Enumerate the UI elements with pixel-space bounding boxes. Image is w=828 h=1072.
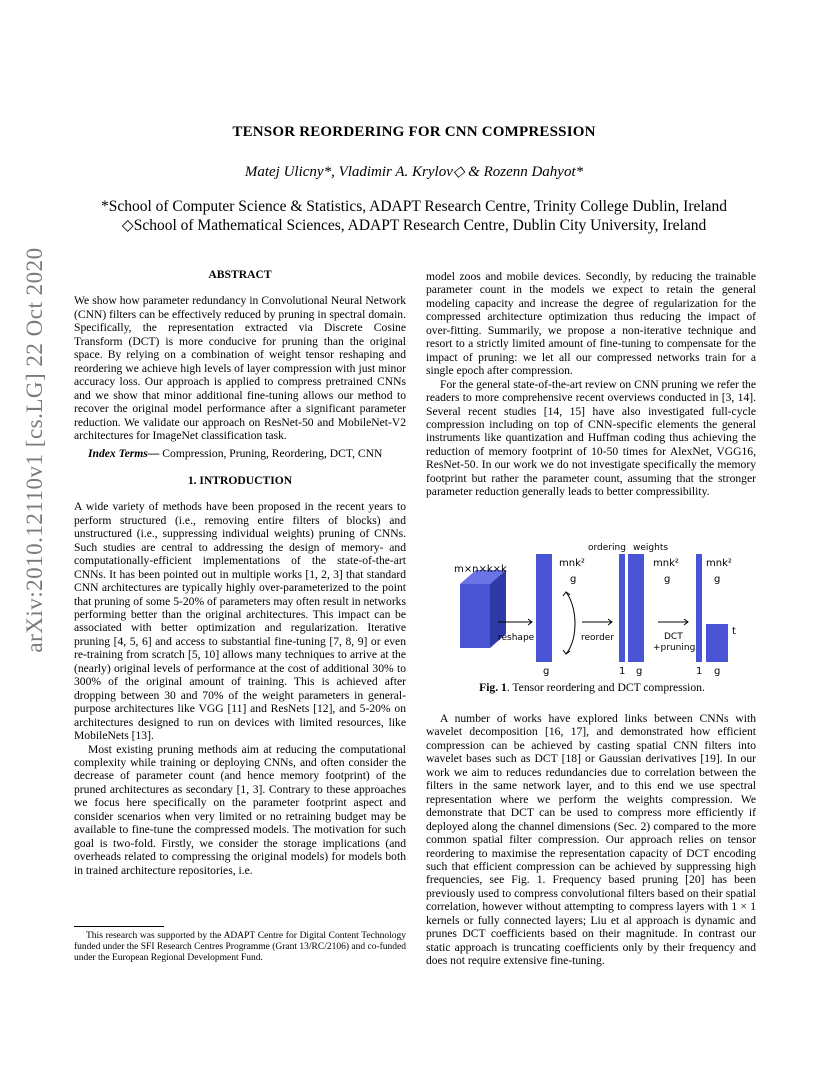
abstract-heading: ABSTRACT: [208, 268, 272, 281]
bar3-mnk2-label: mnk²: [706, 558, 732, 569]
bar1-mnk2-label: mnk²: [559, 558, 585, 569]
index-terms-label: Index Terms—: [88, 447, 160, 461]
pruning-label: +pruning: [653, 643, 696, 653]
introduction-heading: 1. INTRODUCTION: [187, 473, 293, 487]
intro-paragraph-2: Most existing pruning methods aim at reducing the computational complexity while training or deploying CNNs, and often consider the decrease of parameter count (and hence memory footprint) of the pruned architectures as secondary [1, 3]. Contrary to these approaches we focus here specifically on the parameter footprint aspect and consider scenarios when very limited or no retraining budget may be available to fine-tune the compressed models. The motivation for such goal is two-fold. Firstly, we consider the storage implications (and overheads related to compressing the original models) for models both in trained architecture repositories, i.e.: [74, 742, 406, 877]
intro-paragraph-4: A number of works have explored links between CNNs with wavelet decomposition [16, 17], and demonstrated how efficient compression can be achieved by casting spatial CNN filters into wavelet bases such as DCT [18] or Gaussian derivatives [19]. In our work we aim to reduces redundancies due to correlation between the filters in the same network layer, and to this end we use spectral representation where we perform the weights compression. We demonstrate that DCT can be used to compress more efficiently if deployed along the channel dimensions (Sec. 2) compared to the more common spatial filter compression. Our approach relies on tensor reordering to maximise the representation capacity of DCT encoding such that efficient compression can be achieved by suppressing high frequencies, see Fig. 1. Frequency based pruning [20] has been previously used to compress convolutional filters based on their spatial correlation, however without attempting to compress layers with 1 × 1 kernels or fully connected layers; Liu et al approach is dynamic and prunes DCT coefficients based on their magnitude. In contrast our static approach is truncating coefficients only by their frequency and does not require extensive fine-tuning.: [426, 712, 756, 968]
bottom-1-label-a: 1: [619, 666, 626, 677]
reorder-curve-head-top: [563, 592, 570, 596]
affiliation-tcd: *School of Computer Science & Statistics, ADAPT Research Centre, Trinity College Dublin, Ireland: [100, 198, 728, 215]
bar2-g-label: g: [664, 574, 671, 585]
figure-1-caption-text: . Tensor reordering and DCT compression.: [506, 681, 705, 694]
bottom-g-label-1: g: [543, 666, 550, 677]
right-column-top: [426, 270, 756, 499]
input-shape-label: m×n×k×k: [454, 564, 507, 575]
bar3-g-label: g: [714, 574, 721, 585]
footnote-rule: [74, 926, 164, 927]
bottom-1-label-b: 1: [696, 666, 703, 677]
intro-paragraph-2-continued: model zoos and mobile devices. Secondly, by reducing the trainable parameter count in the models we expect to retain the general modeling capacity and increase the degree of regularization for the compressed architecture optimization thus reducing the impact of over-fitting. Summarily, we propose a non-iterative technique and resort to a strictly limited amount of fine-tuning to compensate for the impact of pruning: we let all our compressed networks train for a single epoch after compression.: [426, 270, 756, 378]
ordering-label: ordering: [588, 543, 626, 553]
t-label: t: [732, 626, 736, 637]
paper-title: TENSOR REORDERING FOR CNN COMPRESSION: [232, 124, 596, 140]
index-terms: [74, 447, 406, 460]
weights-label: weights: [633, 543, 669, 553]
reshaped-matrix-bar: [536, 554, 552, 662]
reordered-matrix-bar: [628, 554, 644, 662]
bar1-g-label: g: [570, 574, 577, 585]
reorder-curve-arrow: [566, 592, 575, 654]
figure-1: [440, 540, 760, 680]
pruned-dct-block: [706, 624, 728, 662]
bottom-g-label-2: g: [636, 666, 643, 677]
arxiv-identifier: arXiv:2010.12110v1 [cs.LG] 22 Oct 2020: [22, 247, 47, 653]
left-column: [74, 268, 406, 877]
figure-1-diagram: [440, 540, 760, 680]
reshape-label: reshape: [498, 633, 535, 643]
affiliation-dcu: ◇School of Mathematical Sciences, ADAPT Research Centre, Dublin City University, Ireland: [121, 217, 707, 234]
footnote: [74, 931, 406, 965]
ordering-vector-bar: [619, 554, 625, 662]
right-column-bottom: [426, 712, 756, 968]
figure-1-caption-label: Fig. 1: [479, 681, 507, 694]
intro-paragraph-3: For the general state-of-the-art review on CNN pruning we refer the readers to more comprehensive recent overviews conducted in [3, 14]. Several recent studies [14, 15] have also investigated full-cycle compression including on top of CNN-specific elements the general instruments like quantization and Huffman coding thus achieving the reduction of memory footprint of 10-50 times for AlexNet, VGG16, ResNet-50. In our work we do not investigate specifically the memory footprint but rather the parameter count, assuming that the stronger parameter reduction generally leads to better compressibility.: [426, 377, 756, 499]
tensor-front-face: [460, 584, 490, 648]
output-ordering-bar: [696, 554, 702, 662]
footnote-text: This research was supported by the ADAPT Centre for Digital Content Technology funded under the SFI Research Centres Programme (Grant 13/RC/2106) and co-funded under the European Regional Development Fund.: [74, 931, 406, 964]
dct-label: DCT: [664, 632, 683, 642]
abstract-text: We show how parameter redundancy in Convolutional Neural Network (CNN) filters can be effectively reduced by pruning in spectral domain. Specifically, the representation extracted via Discrete Cosine Transform (DCT) is more conducive for pruning than the original space. By relying on a combination of weight tensor reshaping and reordering we achieve high levels of layer compression with just minor accuracy loss. Our approach is applied to compress pretrained CNNs and we show that minor additional fine-tuning allows our method to recover the original model performance after a significant parameter reduction. We validate our approach on ResNet-50 and MobileNet-V2 architectures for ImageNet classification task.: [74, 294, 406, 442]
index-terms-list: Compression, Pruning, Reordering, DCT, CNN: [159, 447, 383, 461]
figure-1-caption: [428, 681, 756, 694]
paper-authors: Matej Ulicny*, Vladimir A. Krylov◇ & Rozenn Dahyot*: [244, 164, 584, 180]
bar2-mnk2-label: mnk²: [653, 558, 679, 569]
intro-paragraph-1: A wide variety of methods have been proposed in the recent years to perform structured (i.e., removing entire filters of blocks) and unstructured (i.e., suppressing individual weights) pruning of CNNs. Such studies are central to addressing the design of memory- and computationally-efficient implementations of the state-of-the-art CNNs. It has been pointed out in multiple works [1, 2, 3] that standard CNN architectures are typically highly over-parameterized to the point that pruning of some 5-20% of parameters may often result in networks performing better than the original architectures. This impact can be associated with better optimization and regularization. Iterative pruning [4, 5, 6] and access to substantial fine-tuning [7, 8, 9] or even re-training from scratch [5, 10] allows many techniques to arrive at the (nearly) original levels of performance at the cost of additional 30% to 300% of the original amount of training. This is achieved after dropping between 30 and 70% of the weight parameters in general-purpose architectures like VGG [11] and ResNets [12], and 5-20% on architectures designed to run on devices with limited resources, like MobileNets [13].: [74, 500, 406, 743]
reorder-label: reorder: [581, 633, 615, 643]
bottom-g-label-3: g: [714, 666, 721, 677]
